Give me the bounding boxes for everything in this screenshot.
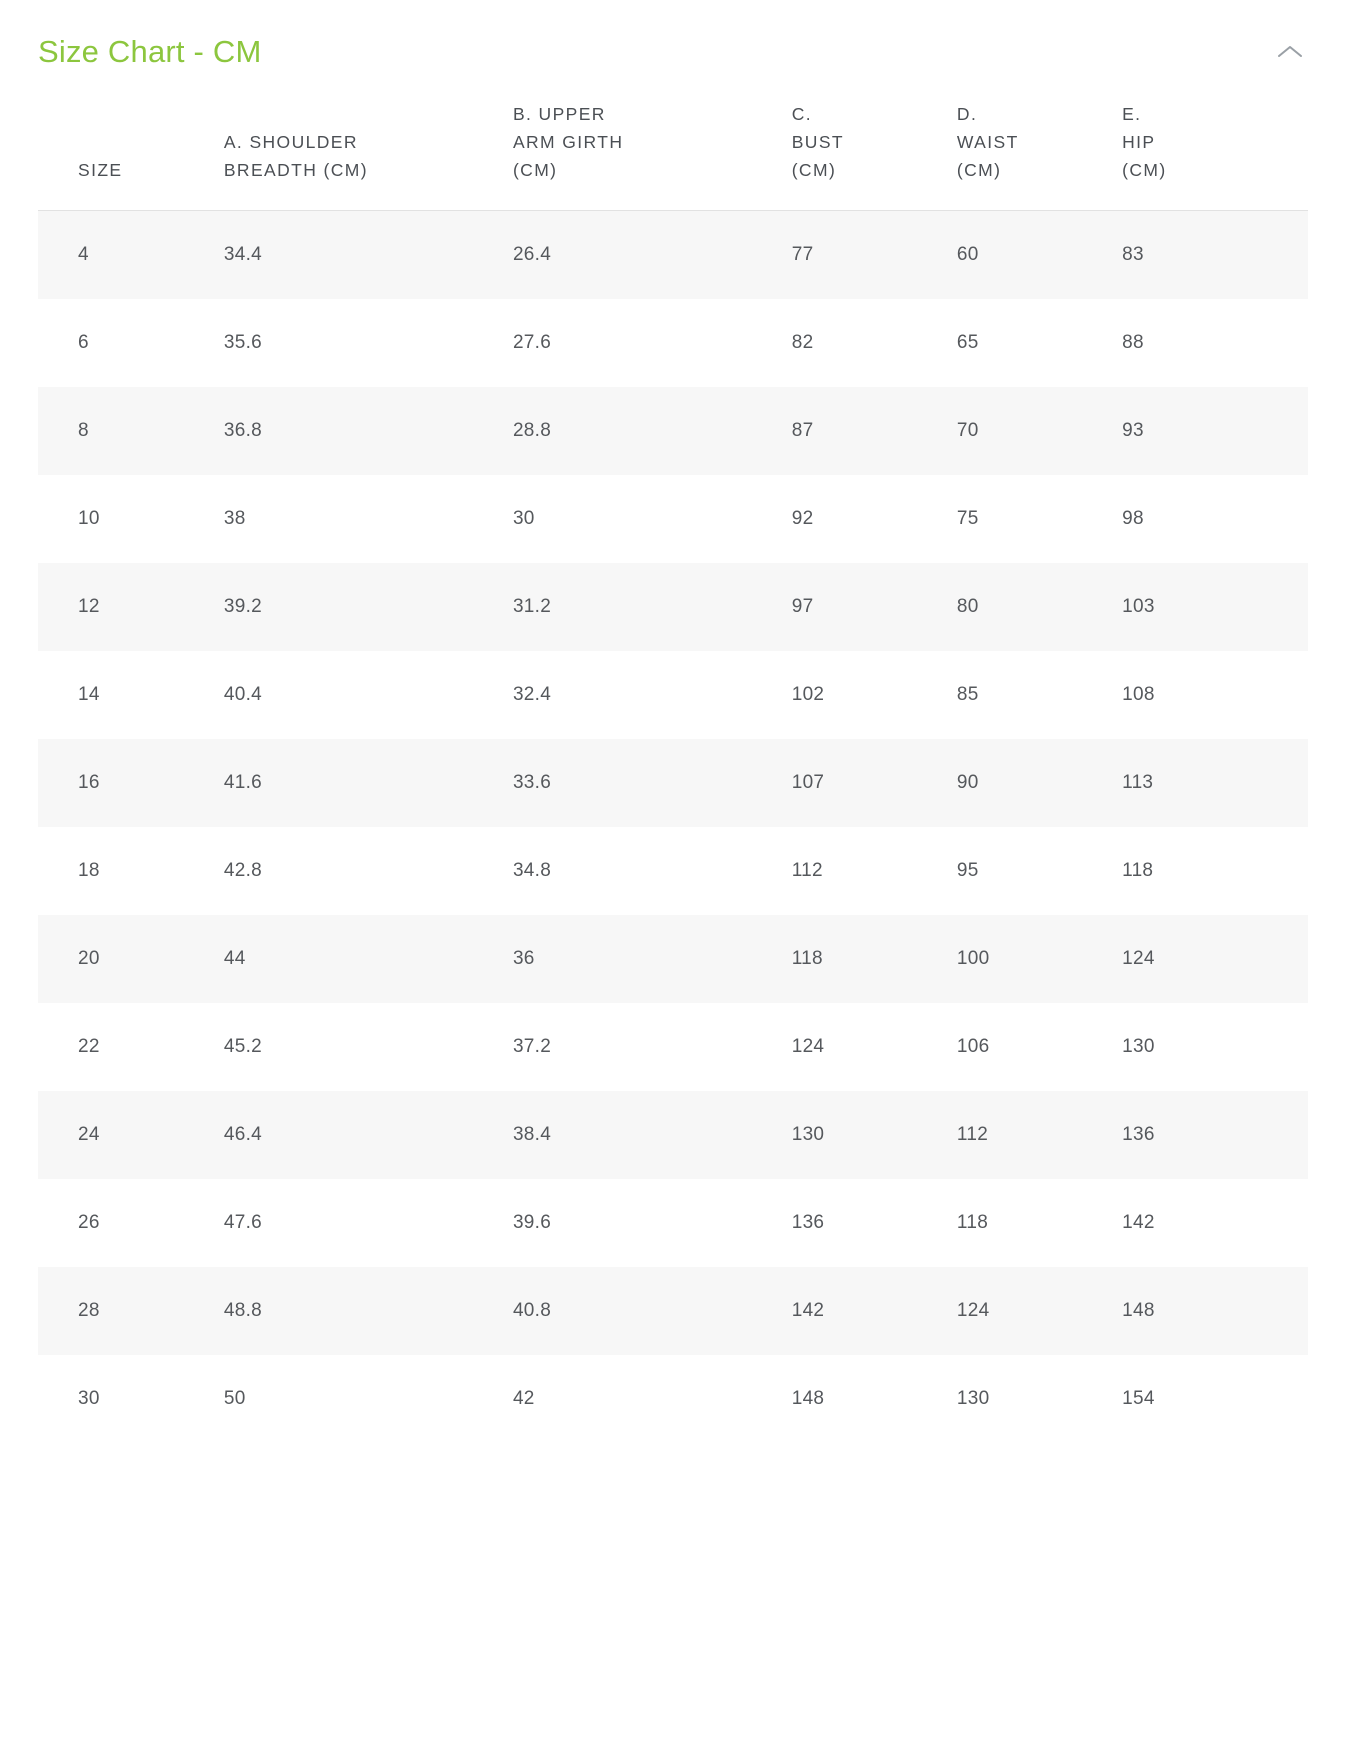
- cell-size: 26: [78, 1212, 100, 1233]
- cell-shoulder-breadth: 35.6: [223, 332, 263, 353]
- cell-shoulder-breadth: 48.8: [223, 1300, 263, 1321]
- cell-upper-arm-girth: 38.4: [512, 1124, 552, 1145]
- cell-hip: 113: [1122, 772, 1154, 793]
- size-chart-table: [38, 100, 1308, 1443]
- cell-waist: 60: [956, 244, 979, 265]
- cell-size: 4: [78, 244, 89, 265]
- cell-hip: 124: [1122, 948, 1155, 969]
- cell-waist: 75: [956, 508, 979, 529]
- cell-size: 16: [78, 772, 100, 793]
- chevron-up-icon[interactable]: [1268, 30, 1312, 74]
- cell-size: 14: [78, 684, 100, 705]
- cell-size: 12: [78, 596, 100, 617]
- table-row: [38, 1003, 1308, 1091]
- table-row: [38, 1091, 1308, 1179]
- cell-upper-arm-girth: 27.6: [512, 332, 552, 353]
- cell-waist: 106: [956, 1036, 990, 1057]
- cell-bust: 92: [791, 508, 814, 529]
- cell-shoulder-breadth: 39.2: [223, 596, 263, 617]
- cell-size: 18: [78, 860, 100, 881]
- cell-size: 24: [78, 1124, 100, 1145]
- cell-size: 30: [78, 1388, 100, 1409]
- table-row: [38, 1267, 1308, 1355]
- cell-hip: 142: [1122, 1212, 1155, 1233]
- cell-hip: 130: [1122, 1036, 1155, 1057]
- cell-bust: 142: [791, 1300, 825, 1321]
- table-row: [38, 827, 1308, 915]
- table-row: [38, 651, 1308, 739]
- cell-upper-arm-girth: 32.4: [512, 684, 552, 705]
- column-header-waist: D. WAIST (CM): [956, 104, 1019, 180]
- cell-upper-arm-girth: 34.8: [512, 860, 552, 881]
- cell-bust: 107: [791, 772, 825, 793]
- cell-waist: 124: [956, 1300, 990, 1321]
- table-row: [38, 475, 1308, 563]
- cell-upper-arm-girth: 39.6: [512, 1212, 552, 1233]
- cell-hip: 118: [1122, 860, 1154, 881]
- cell-bust: 102: [791, 684, 825, 705]
- cell-waist: 95: [956, 860, 979, 881]
- cell-size: 28: [78, 1300, 100, 1321]
- cell-bust: 148: [791, 1388, 825, 1409]
- column-header-bust: C. BUST (CM): [791, 104, 844, 180]
- cell-shoulder-breadth: 46.4: [223, 1124, 263, 1145]
- cell-upper-arm-girth: 40.8: [512, 1300, 552, 1321]
- cell-waist: 70: [956, 420, 979, 441]
- table-row: [38, 739, 1308, 827]
- table-header: [38, 100, 1308, 211]
- cell-waist: 118: [956, 1212, 989, 1233]
- cell-hip: 93: [1122, 420, 1144, 441]
- cell-bust: 124: [791, 1036, 825, 1057]
- table-row: [38, 1355, 1308, 1443]
- cell-bust: 82: [791, 332, 814, 353]
- cell-waist: 112: [956, 1124, 989, 1145]
- cell-upper-arm-girth: 30: [512, 508, 535, 529]
- cell-upper-arm-girth: 42: [512, 1388, 535, 1409]
- cell-bust: 112: [791, 860, 823, 881]
- cell-waist: 65: [956, 332, 979, 353]
- cell-waist: 85: [956, 684, 979, 705]
- cell-shoulder-breadth: 47.6: [223, 1212, 263, 1233]
- table-row: [38, 299, 1308, 387]
- table-row: [38, 1179, 1308, 1267]
- cell-bust: 118: [791, 948, 823, 969]
- cell-hip: 136: [1122, 1124, 1155, 1145]
- cell-upper-arm-girth: 28.8: [512, 420, 552, 441]
- cell-bust: 97: [791, 596, 814, 617]
- page-title: Size Chart - CM: [38, 34, 262, 70]
- cell-hip: 108: [1122, 684, 1155, 705]
- cell-upper-arm-girth: 36: [512, 948, 535, 969]
- panel-header[interactable]: [0, 0, 1346, 100]
- column-header-shoulder-breadth: A. SHOULDER BREADTH (CM): [223, 132, 368, 180]
- panel-bottom-spacer: [0, 1443, 1346, 1503]
- cell-bust: 87: [791, 420, 814, 441]
- table-row: [38, 563, 1308, 651]
- cell-size: 20: [78, 948, 100, 969]
- cell-bust: 130: [791, 1124, 825, 1145]
- cell-shoulder-breadth: 41.6: [223, 772, 263, 793]
- table-body: [38, 211, 1308, 1444]
- table-row: [38, 211, 1308, 300]
- cell-size: 10: [78, 508, 100, 529]
- cell-shoulder-breadth: 38: [223, 508, 246, 529]
- cell-hip: 98: [1122, 508, 1144, 529]
- cell-waist: 80: [956, 596, 979, 617]
- cell-shoulder-breadth: 44: [223, 948, 246, 969]
- column-header-hip: E. HIP (CM): [1122, 104, 1167, 180]
- cell-shoulder-breadth: 34.4: [223, 244, 263, 265]
- cell-shoulder-breadth: 42.8: [223, 860, 263, 881]
- cell-upper-arm-girth: 31.2: [512, 596, 552, 617]
- column-header-upper-arm-girth: B. UPPER ARM GIRTH (CM): [512, 104, 624, 180]
- cell-hip: 103: [1122, 596, 1155, 617]
- cell-upper-arm-girth: 33.6: [512, 772, 552, 793]
- cell-size: 22: [78, 1036, 100, 1057]
- cell-hip: 148: [1122, 1300, 1155, 1321]
- size-table-container: [0, 100, 1346, 1443]
- cell-shoulder-breadth: 40.4: [223, 684, 263, 705]
- column-header-size: SIZE: [78, 160, 123, 180]
- cell-shoulder-breadth: 50: [223, 1388, 246, 1409]
- cell-size: 6: [78, 332, 89, 353]
- cell-bust: 77: [791, 244, 814, 265]
- table-header-row: [38, 100, 1308, 211]
- cell-upper-arm-girth: 26.4: [512, 244, 552, 265]
- cell-shoulder-breadth: 36.8: [223, 420, 263, 441]
- cell-waist: 130: [956, 1388, 990, 1409]
- table-row: [38, 387, 1308, 475]
- cell-waist: 100: [956, 948, 990, 969]
- cell-hip: 83: [1122, 244, 1144, 265]
- cell-waist: 90: [956, 772, 979, 793]
- cell-size: 8: [78, 420, 89, 441]
- cell-shoulder-breadth: 45.2: [223, 1036, 263, 1057]
- cell-upper-arm-girth: 37.2: [512, 1036, 552, 1057]
- cell-hip: 88: [1122, 332, 1144, 353]
- cell-hip: 154: [1122, 1388, 1155, 1409]
- table-row: [38, 915, 1308, 1003]
- cell-bust: 136: [791, 1212, 825, 1233]
